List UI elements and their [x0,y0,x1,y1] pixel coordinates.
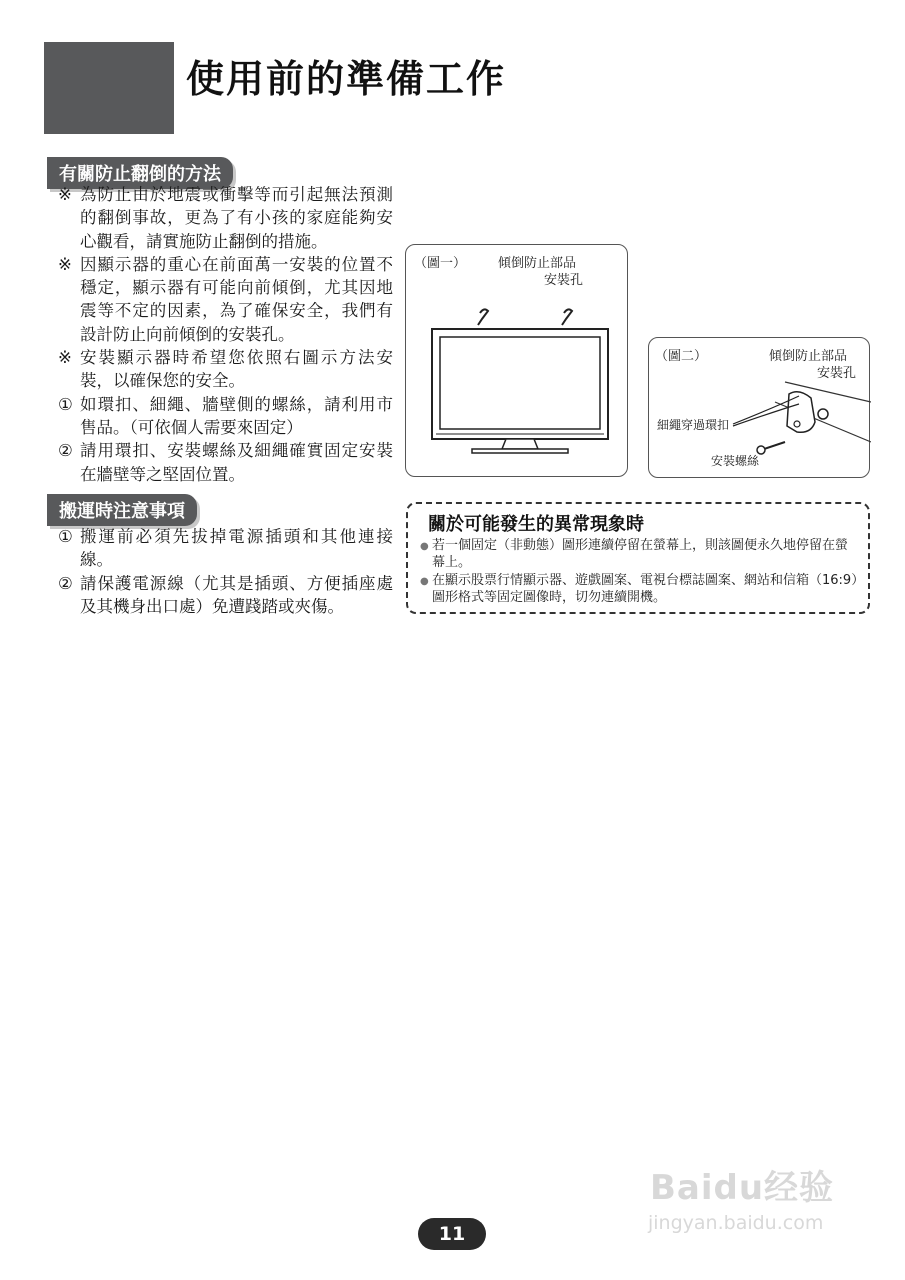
list-text: 為防止由於地震或衝擊等而引起無法預測的翻倒事故，更為了有小孩的家庭能夠安心觀看，請實施防止翻倒的措施。 [80,185,393,251]
list-text: 安裝顯示器時希望您依照右圖示方法安裝，以確保您的安全。 [80,348,393,391]
figure-1-hole-label: 安裝孔 [544,273,584,288]
notice-text: 在顯示股票行情顯示器、遊戲圖案、電視台標誌圖案、網站和信箱（16:9）圖形格式等固定圖像時，切勿連續開機。 [432,573,858,605]
figure-2 [648,337,870,478]
tv-illustration [406,245,629,478]
bullet-icon: ● [420,541,429,552]
list-item [58,572,393,619]
hook-icon [478,309,572,325]
figure-2-screw-label: 安裝螺絲 [711,454,760,468]
list-item [58,183,393,253]
list-mark: ② [58,573,73,593]
watermark-logo: Baidu经验 [650,1168,835,1208]
list-mark: ② [58,441,73,461]
list-mark: ※ [58,254,72,274]
figure-1-label: （圖一） [414,256,467,271]
figure-2-part-label: 傾倒防止部品 [769,349,848,364]
list-text: 搬運前必須先拔掉電源插頭和其他連接線。 [80,527,393,570]
section-header-antitip: 有關防止翻倒的方法 [47,157,233,189]
figure-2-string-label: 細繩穿過環扣 [657,418,730,432]
figure-2-hole-label: 安裝孔 [817,366,857,381]
notice-box [406,502,870,614]
list-text: 因顯示器的重心在前面萬一安裝的位置不穩定，顯示器有可能向前傾倒，尤其因地震等不定的因素，為了確保安全，我們有設計防止向前傾倒的安裝孔。 [80,254,393,344]
notice-title: 關於可能發生的異常現象時 [428,514,644,535]
list-text: 如環扣、細繩、牆壁側的螺絲，請利用市售品。（可依個人需要來固定） [80,394,393,437]
page-title: 使用前的準備工作 [186,57,507,101]
list-text: 請用環扣、安裝螺絲及細繩確實固定安裝在牆壁等之堅固位置。 [80,441,393,484]
screw-icon [757,442,785,454]
list-item [58,439,393,486]
page-number: 11 [418,1218,486,1250]
title-block [44,42,174,134]
list-item [58,346,393,393]
notice-item [420,538,858,571]
list-mark: ① [58,527,73,546]
list-mark: ※ [58,348,72,368]
figure-2-label: （圖二） [655,349,708,364]
figure-1-part-label: 傾倒防止部品 [498,256,577,271]
list-text: 請保護電源線（尤其是插頭、方便插座處及其機身出口處）免遭踐踏或夾傷。 [80,573,393,616]
figure-1 [405,244,628,477]
list-item [58,525,393,572]
list-item [58,253,393,346]
list-mark: ※ [58,185,72,204]
transport-list [58,525,393,618]
section-header-transport: 搬運時注意事項 [47,494,197,526]
notice-text: 若一個固定（非動態）圖形連續停留在螢幕上，則該圖便永久地停留在螢幕上。 [432,538,849,570]
notice-item [420,573,858,606]
bullet-icon: ● [420,576,429,587]
list-mark: ① [58,394,73,414]
watermark-url: jingyan.baidu.com [648,1212,824,1234]
list-item [58,393,393,440]
antitip-list [58,183,393,486]
